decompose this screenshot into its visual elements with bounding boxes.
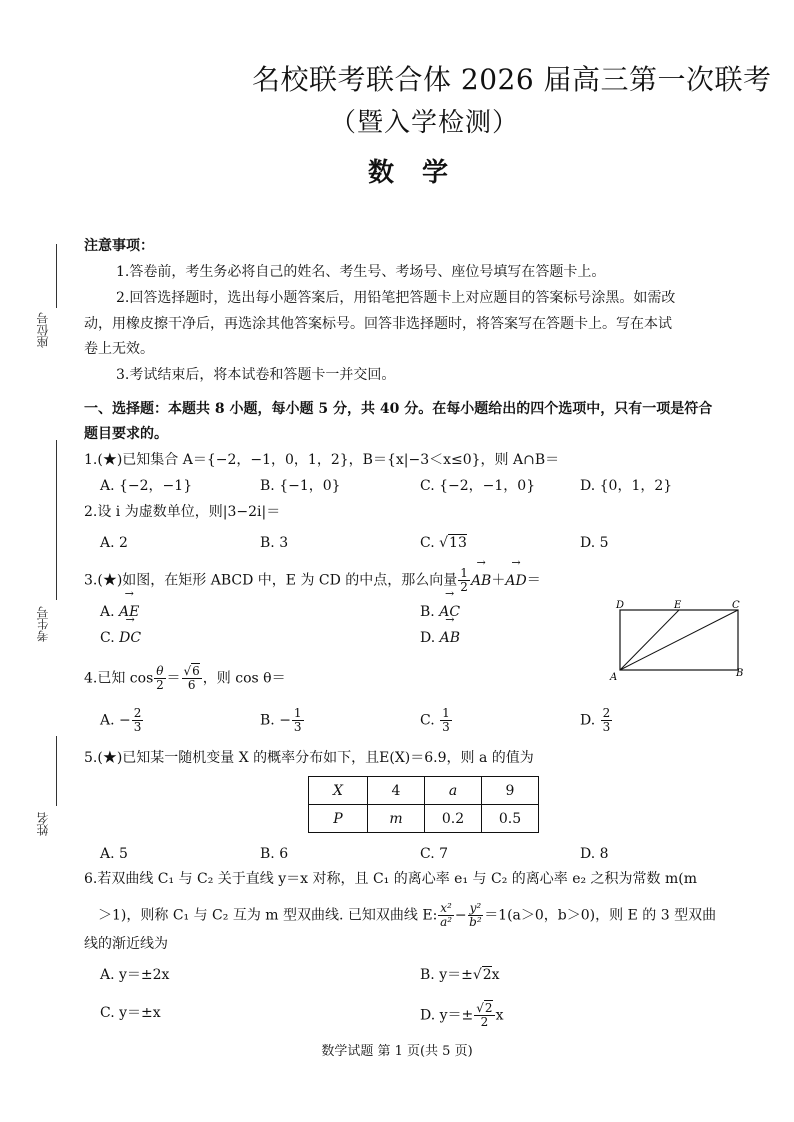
table-cell: m — [368, 805, 425, 833]
q4-option-b — [260, 707, 305, 734]
q3-frac-num: 1 — [460, 566, 468, 580]
exam-no-label: 考生号 — [36, 606, 50, 642]
table-row — [309, 805, 539, 833]
q6-d-frac — [474, 1002, 494, 1029]
seat-label: 座位号 — [36, 312, 50, 348]
exam-subtitle: （暨入学检测） — [330, 108, 520, 138]
notes-heading: 注意事项： — [84, 238, 154, 254]
segment-ae — [620, 610, 679, 670]
q1-option-c: C. {−2，−1，0} — [420, 478, 536, 494]
q6-b-root: 2 — [482, 967, 492, 983]
q4-a-prefix: A. − — [100, 712, 131, 729]
fig-label-c: C — [732, 600, 740, 611]
q4-eq: ＝ — [166, 670, 181, 687]
q5-stem: 5.(★)已知某一随机变量 X 的概率分布如下，且E(X)＝6.9，则 a 的值为 — [84, 750, 534, 766]
fig-label-a: A — [610, 672, 618, 683]
table-cell: 0.5 — [482, 805, 539, 833]
q4-c-prefix: C. — [420, 712, 440, 729]
q6-d-root: 2 — [484, 1001, 493, 1015]
q4-root-num: √6 — [183, 664, 200, 678]
q2-stem: 2.设 i 为虚数单位，则|3−2i|＝ — [84, 504, 281, 520]
q3-b-vec: → AC — [439, 601, 460, 623]
q3-c-vec: → DC — [119, 627, 141, 649]
q4-root-den: 6 — [187, 678, 196, 692]
section-heading-cont: 题目要求的。 — [84, 426, 168, 442]
note-2-cont: 动，用橡皮擦干净后，再选涂其他答案标号。回答非选择题时，将答案写在答题卡上。写在本试 — [84, 316, 672, 332]
q4-c-frac — [440, 707, 452, 734]
q6-option-b: B. y＝±√2x — [420, 967, 500, 983]
subject-title: 数学 — [368, 158, 477, 188]
q3-eq: ＝ — [526, 572, 541, 589]
q3-vec-ab: → AB — [471, 570, 491, 592]
q6-b2: b² — [469, 915, 482, 929]
q4-stem — [84, 665, 286, 692]
q6-y-frac — [468, 902, 484, 929]
q6-d-prefix: D. y＝± — [420, 1007, 474, 1024]
q4-b-prefix: B. − — [260, 712, 291, 729]
q4-a-num: 2 — [133, 706, 142, 720]
q3-frac-den: 2 — [460, 580, 468, 594]
q3-plus: ＋ — [491, 572, 506, 589]
table-cell: 0.2 — [425, 805, 482, 833]
q3-half-fraction — [458, 567, 470, 594]
q4-theta-num: θ — [156, 664, 164, 678]
q4-option-c — [420, 707, 453, 734]
q5-option-a: A. 5 — [100, 846, 128, 862]
q6-y2: y² — [469, 901, 482, 915]
q6-option-c: C. y＝±x — [100, 1005, 161, 1021]
q1-stem: 1.(★)已知集合 A＝{−2，−1，0，1，2}，B＝{x|−3＜x≤0}，则 A∩B＝ — [84, 452, 560, 468]
exam-no-line — [56, 440, 57, 600]
probability-table — [308, 776, 539, 833]
note-3: 3.考试结束后，将本试卷和答题卡一并交回。 — [116, 367, 396, 383]
q1-option-b: B. {−1，0} — [260, 478, 341, 494]
q3-stem-text: 3.(★)如图，在矩形 ABCD 中，E 为 CD 的中点，那么向量 — [84, 572, 458, 589]
q4-b-frac — [292, 707, 304, 734]
q4-theta-half — [154, 665, 165, 692]
q4-d-frac — [601, 707, 613, 734]
q3-b-prefix: B. — [420, 604, 440, 620]
q6-x2: x² — [440, 901, 452, 915]
table-cell: a — [425, 777, 482, 805]
q3-option-c — [100, 627, 141, 649]
q3-a-prefix: A. — [100, 604, 120, 620]
q6-d-den: 2 — [480, 1015, 489, 1029]
table-cell: P — [309, 805, 368, 833]
note-1: 1.答卷前，考生务必将自己的姓名、考生号、考场号、座位号填写在答题卡上。 — [116, 264, 606, 280]
q4-b-num: 1 — [293, 706, 302, 720]
table-cell: 4 — [368, 777, 425, 805]
q4-option-d — [580, 707, 613, 734]
q3-option-d — [420, 627, 460, 649]
q4-option-a — [100, 707, 144, 734]
seat-line — [56, 244, 57, 308]
q3-stem — [84, 567, 541, 594]
q6-option-d — [420, 1002, 503, 1029]
note-2: 2.回答选择题时，选出每小题答案后，用铅笔把答题卡上对应题目的答案标号涂黑。如需改 — [116, 290, 676, 306]
q1-option-a: A. {−2，−1} — [100, 478, 193, 494]
q4-d-num: 2 — [602, 706, 611, 720]
q1-option-d: D. {0，1，2} — [580, 478, 673, 494]
q5-option-c: C. 7 — [420, 846, 449, 862]
q4-b-den: 3 — [293, 720, 302, 734]
q6-stem-line2 — [98, 902, 716, 929]
q6-line2-text: ＞1)，则称 C₁ 与 C₂ 互为 m 型双曲线. 已知双曲线 E: — [98, 907, 438, 924]
q4-theta-den: 2 — [156, 678, 164, 692]
q6-stem-line1: 6.若双曲线 C₁ 与 C₂ 关于直线 y＝x 对称，且 C₁ 的离心率 e₁ 与 C₂ 的离心率 e₂ 之积为常数 m(m — [84, 871, 698, 887]
q6-option-a: A. y＝±2x — [100, 967, 170, 983]
q6-x-frac — [438, 902, 454, 929]
q4-suffix: ，则 cos θ＝ — [202, 670, 286, 687]
table-cell: X — [309, 777, 368, 805]
q4-root-value: 6 — [192, 664, 200, 678]
q4-a-den: 3 — [133, 720, 142, 734]
q4-c-num: 1 — [442, 706, 450, 720]
q5-option-d: D. 8 — [580, 846, 609, 862]
q2-c-prefix: C. — [420, 535, 440, 551]
exam-title: 名校联考联合体 2026 届高三第一次联考 — [252, 63, 772, 96]
q2-c-root: 13 — [449, 535, 467, 551]
q2-option-b: B. 3 — [260, 535, 289, 551]
q6-b-suffix: x — [491, 967, 500, 983]
q2-option-a: A. 2 — [100, 535, 128, 551]
q4-c-den: 3 — [442, 720, 450, 734]
section-heading: 一、选择题：本题共 8 小题，每小题 5 分，共 40 分。在每小题给出的四个选项中，只有一项是符合 — [84, 401, 713, 417]
page-footer: 数学试题 第 1 页(共 5 页) — [321, 1044, 473, 1059]
q6-line2-end: ＝1(a＞0，b＞0)，则 E 的 3 型双曲 — [484, 907, 717, 924]
fig-label-d: D — [616, 600, 625, 611]
q6-a2: a² — [440, 915, 453, 929]
q4-a-frac — [132, 707, 144, 734]
q6-minus: − — [454, 907, 467, 924]
name-line — [56, 736, 57, 806]
q6-b-prefix: B. y＝± — [420, 967, 473, 983]
q5-option-b: B. 6 — [260, 846, 289, 862]
q3-vec-ad: → AD — [505, 570, 526, 592]
q4-prefix: 4.已知 cos — [84, 670, 154, 687]
rectangle-figure — [606, 598, 756, 684]
table-cell: 9 — [482, 777, 539, 805]
q3-a-vec: → AE — [119, 601, 139, 623]
q3-d-prefix: D. — [420, 630, 440, 646]
note-2-end: 卷上无效。 — [84, 341, 154, 357]
fig-label-b: B — [736, 668, 744, 679]
q6-stem-line3: 线的渐近线为 — [84, 936, 168, 952]
q3-c-prefix: C. — [100, 630, 120, 646]
q2-option-d: D. 5 — [580, 535, 609, 551]
fig-label-e: E — [674, 600, 682, 611]
q6-d-num: √2 — [476, 1001, 493, 1015]
segment-ac — [620, 610, 738, 670]
q4-d-den: 3 — [602, 720, 611, 734]
name-label: 姓名 — [36, 812, 50, 836]
q4-root-fraction — [182, 665, 202, 692]
q6-d-suffix: x — [495, 1007, 504, 1024]
q4-d-prefix: D. — [580, 712, 600, 729]
q3-d-vec: → AB — [440, 627, 460, 649]
q2-option-c: C. √13 — [420, 535, 467, 551]
table-row — [309, 777, 539, 805]
